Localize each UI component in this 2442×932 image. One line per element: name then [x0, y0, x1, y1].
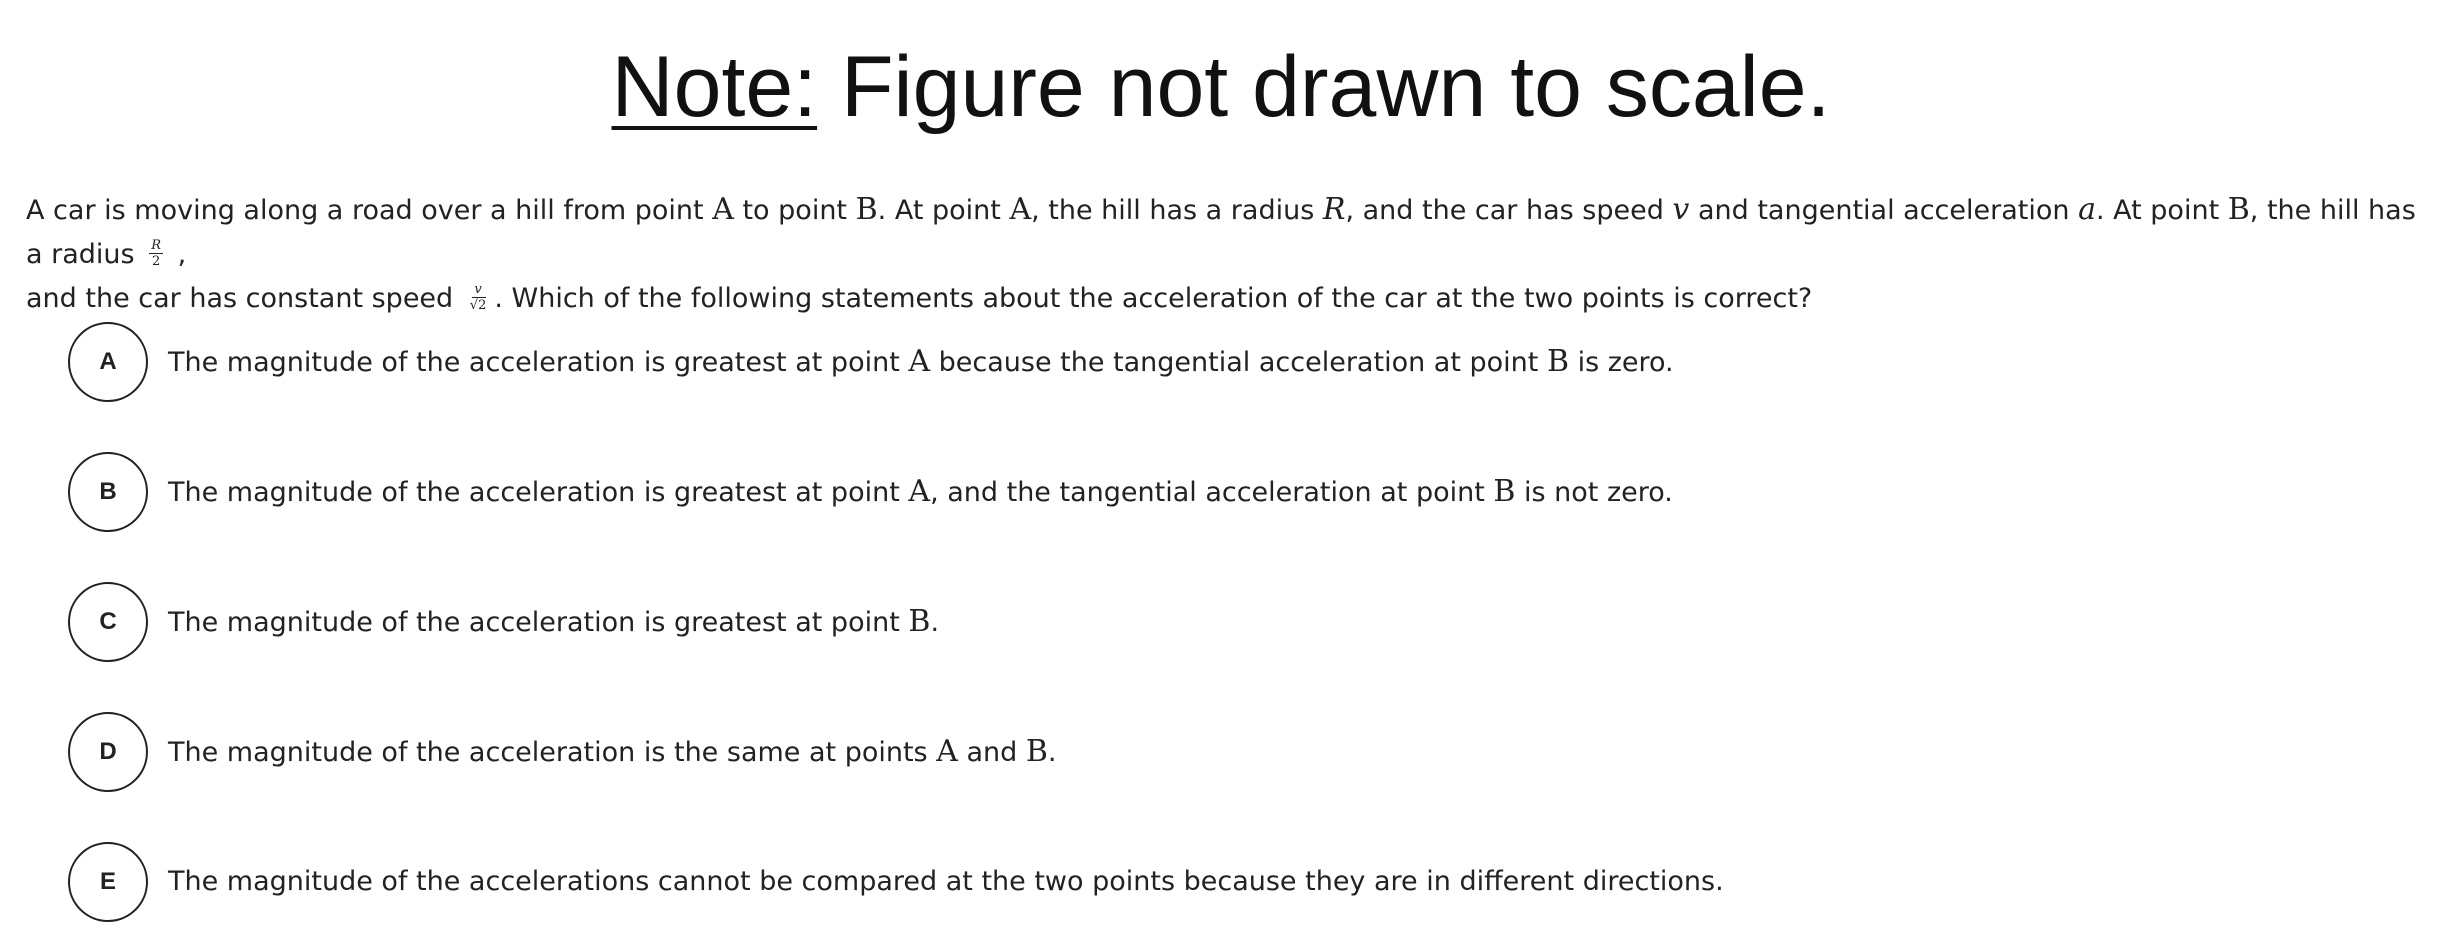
choice-text — [168, 862, 1724, 902]
fraction-numerator: R — [151, 237, 161, 253]
choice-text-part: The magnitude of the acceleration is the same at points — [168, 736, 937, 768]
math-point: B — [1546, 343, 1569, 379]
choice-letter-circle[interactable]: E — [68, 842, 148, 922]
choice-text-part: The magnitude of the acceleration is greatest at point — [168, 606, 909, 638]
choice-text-part: is not zero. — [1515, 476, 1673, 508]
question-text: A car is moving along a road over a hill from point — [26, 195, 713, 226]
math-point: B — [1493, 473, 1516, 509]
math-point: B — [1025, 733, 1048, 769]
question-text: . At point — [2095, 195, 2228, 226]
choice-text — [168, 732, 1057, 773]
math-speed-v: v — [1672, 192, 1690, 227]
choice-text — [168, 472, 1673, 513]
fraction-denominator — [468, 298, 489, 313]
question-text: and tangential acceleration — [1689, 195, 2079, 226]
question-text: and the car has constant speed — [26, 283, 462, 314]
math-point: A — [908, 343, 931, 379]
fraction-v-over-root-2 — [468, 283, 489, 313]
choice-text-part: . — [930, 606, 940, 638]
math-acceleration-a: a — [2078, 192, 2096, 227]
choice-letter-circle[interactable]: C — [68, 582, 148, 662]
choice-letter-circle[interactable]: A — [68, 322, 148, 402]
fraction-numerator: v — [474, 281, 482, 297]
question-text: to point — [733, 195, 856, 226]
question-text: . At point — [877, 195, 1010, 226]
question-text: , the hill has a radius — [26, 195, 2416, 270]
choice-text-part: because the tangential acceleration at point — [930, 346, 1547, 378]
math-point-b: B — [855, 192, 878, 227]
choice-letter-circle[interactable]: B — [68, 452, 148, 532]
math-point: A — [908, 473, 931, 509]
choice-text — [168, 342, 1674, 383]
math-radius-r: R — [1322, 192, 1346, 227]
question-stem — [26, 188, 2416, 321]
answer-choice-e[interactable] — [68, 842, 1724, 922]
fraction-denominator: 2 — [151, 253, 161, 269]
question-text: . Which of the following statements about the acceleration of the car at the two points is correct? — [494, 283, 1813, 314]
choice-text-part: The magnitude of the acceleration is greatest at point — [168, 346, 909, 378]
math-point-b: B — [2227, 192, 2250, 227]
choice-text-part: . — [1047, 736, 1057, 768]
choice-text-part: is zero. — [1568, 346, 1674, 378]
answer-choice-c[interactable] — [68, 582, 939, 662]
fraction-r-over-2 — [149, 239, 163, 269]
answer-choice-b[interactable] — [68, 452, 1673, 532]
question-text: , and the car has speed — [1345, 195, 1673, 226]
choice-text-part: The magnitude of the accelerations cannot be compared at the two points because they are in different directions. — [168, 866, 1724, 897]
note-label: Note: — [611, 39, 818, 135]
note-text: Figure not drawn to scale. — [817, 39, 1831, 135]
sqrt-argument: 2 — [478, 297, 487, 313]
sqrt-symbol: √ — [469, 297, 479, 313]
note-heading — [0, 32, 2442, 142]
answer-choice-d[interactable] — [68, 712, 1057, 792]
math-point: B — [908, 603, 931, 639]
math-point-a: A — [1009, 192, 1032, 227]
question-text: , the hill has a radius — [1031, 195, 1323, 226]
choice-text-part: and — [957, 736, 1026, 768]
question-text: , — [168, 239, 187, 270]
answer-choice-a[interactable] — [68, 322, 1674, 402]
math-point: A — [936, 733, 958, 769]
choice-text-part: The magnitude of the acceleration is greatest at point — [168, 476, 909, 508]
choice-text-part: , and the tangential acceleration at point — [930, 476, 1494, 508]
math-point-a: A — [712, 192, 734, 227]
choice-letter-circle[interactable]: D — [68, 712, 148, 792]
choice-text — [168, 602, 939, 643]
